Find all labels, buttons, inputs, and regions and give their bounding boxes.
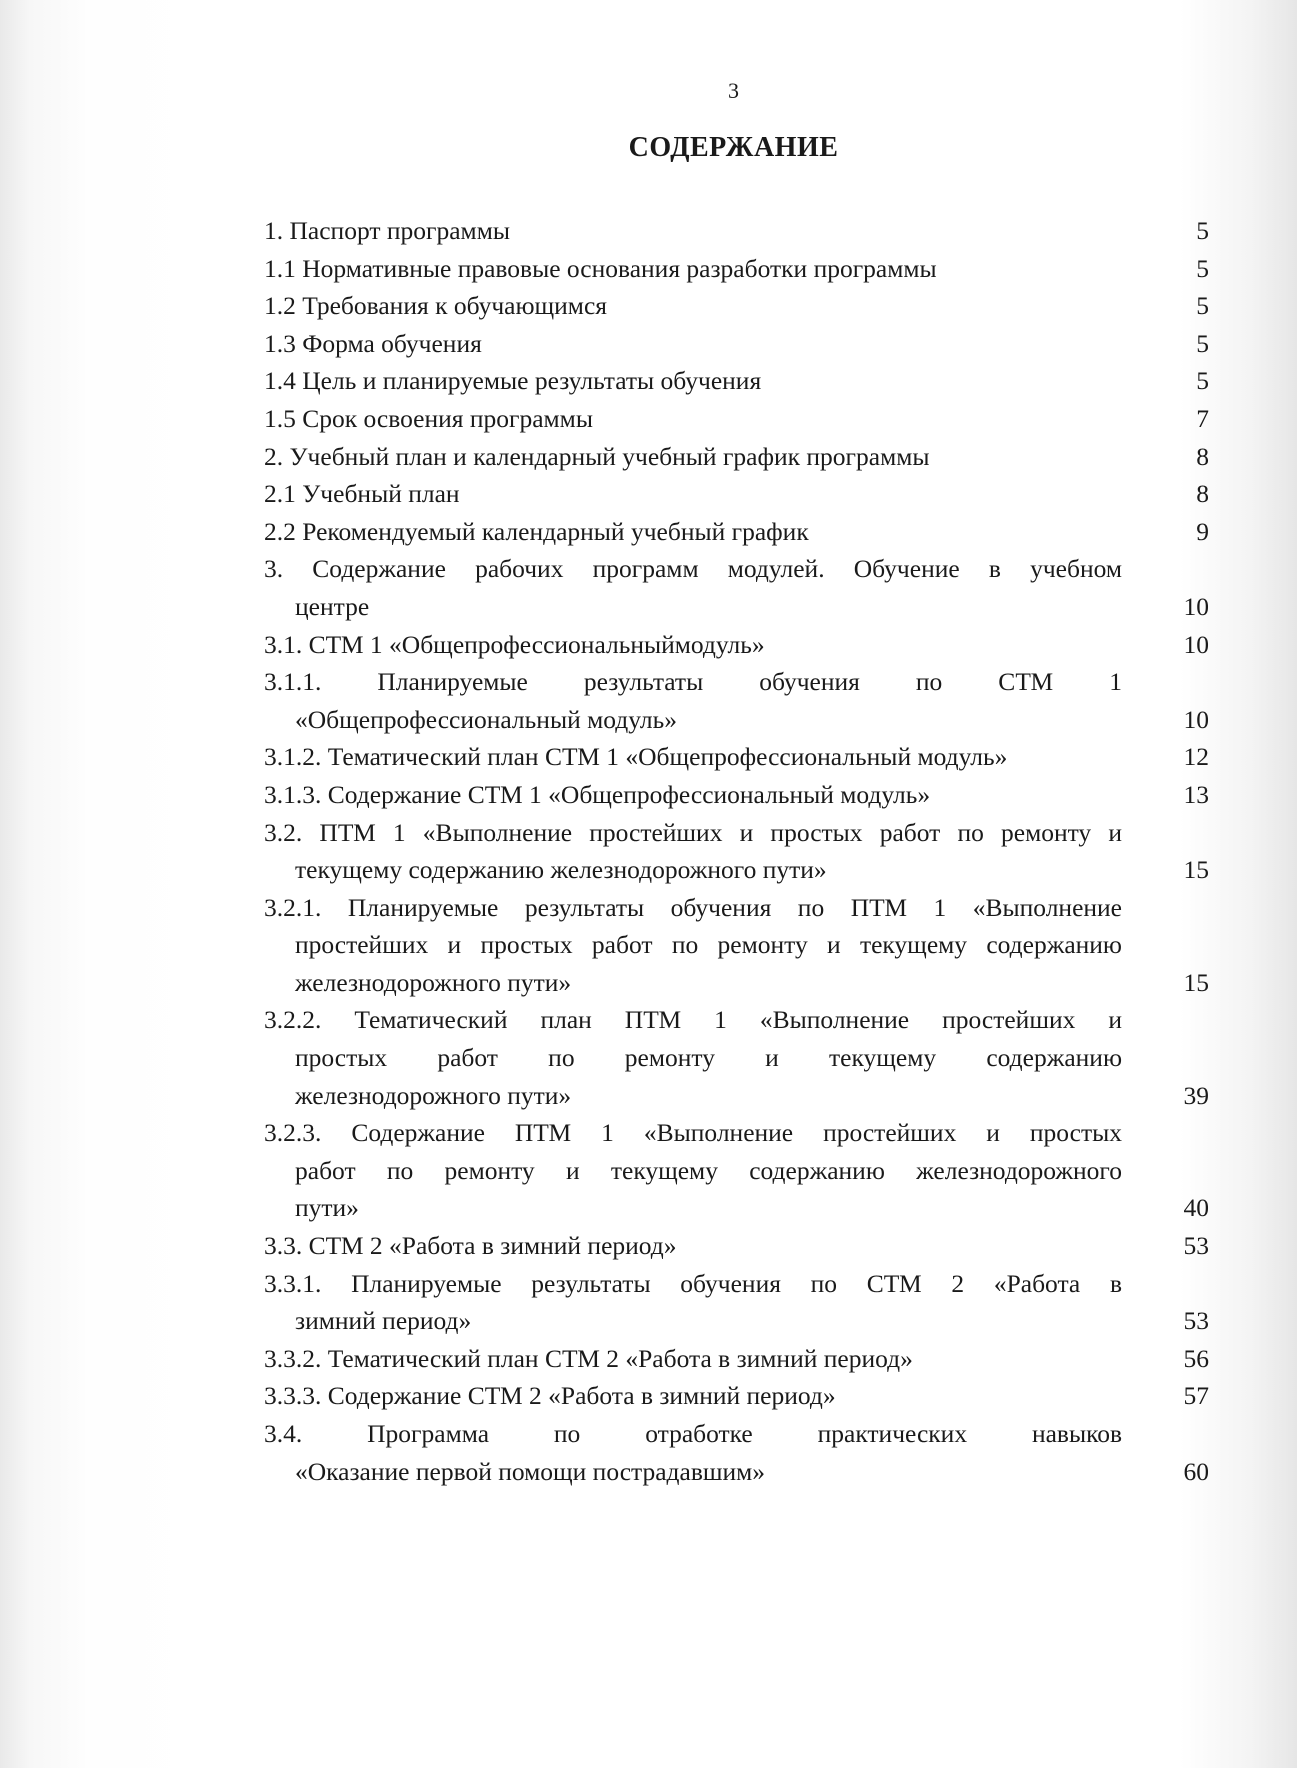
toc-entry-title xyxy=(264,362,1122,400)
toc-entry-page: 5 xyxy=(1196,291,1209,321)
toc-entry-line: 3.1. СТМ 1 «Общепрофессиональныймодуль» xyxy=(264,629,765,659)
toc-entry-line: текущему содержанию железнодорожного пути» xyxy=(295,855,827,885)
toc-entry-line: «Оказание первой помощи пострадавшим» xyxy=(295,1456,766,1486)
toc-entry-line: 3.4. Программа по отработке практических навыков xyxy=(264,1419,1122,1448)
toc-entry-line: 3.1.1. Планируемые результаты обучения по СТМ 1 xyxy=(264,667,1122,697)
toc-entry-page: 53 xyxy=(1183,1231,1209,1261)
toc-entry[interactable] xyxy=(264,438,1209,476)
toc-entry-page: 9 xyxy=(1196,516,1209,546)
toc-entry-title xyxy=(264,1340,1122,1378)
toc-entry[interactable] xyxy=(264,475,1209,513)
toc-entry-title xyxy=(264,1227,1122,1265)
page-number: 3 xyxy=(728,78,739,103)
toc-entry-line: железнодорожного пути» xyxy=(295,967,572,997)
toc-entry-line: 3. Содержание рабочих программ модулей. Обучение в учебном xyxy=(264,554,1122,584)
toc-entry-page: 10 xyxy=(1183,629,1209,659)
toc-entry[interactable] xyxy=(264,513,1209,551)
toc-entry-page: 10 xyxy=(1183,591,1209,621)
toc-entry-line: 3.2.3. Содержание ПТМ 1 «Выполнение простейших и простых xyxy=(264,1118,1122,1148)
toc-entry-line: 2. Учебный план и календарный учебный график программы xyxy=(264,441,930,471)
toc-entry-page: 8 xyxy=(1196,479,1209,509)
toc-entry[interactable] xyxy=(264,1114,1209,1227)
toc-entry-line: 1.1 Нормативные правовые основания разработки программы xyxy=(264,253,937,283)
toc-entry-page: 60 xyxy=(1183,1456,1209,1486)
toc-entry-line: 3.3.2. Тематический план СТМ 2 «Работа в зимний период» xyxy=(264,1343,913,1373)
toc-entry-line: простых работ по ремонту и текущему содержанию xyxy=(295,1043,1122,1073)
toc-entry-title xyxy=(264,626,1122,664)
toc-entry-title xyxy=(264,1265,1122,1340)
toc-entry[interactable] xyxy=(264,1340,1209,1378)
toc-entry-title xyxy=(264,1415,1122,1490)
toc-entry[interactable] xyxy=(264,400,1209,438)
toc-entry-line: железнодорожного пути» xyxy=(295,1080,572,1110)
toc-entry[interactable] xyxy=(264,287,1209,325)
toc-entry[interactable] xyxy=(264,325,1209,363)
toc-entry-title xyxy=(264,550,1122,625)
toc-entry-page: 8 xyxy=(1196,441,1209,471)
toc-entry-title xyxy=(264,663,1122,738)
toc-entry-line: 1. Паспорт программы xyxy=(264,216,510,245)
toc-entry[interactable] xyxy=(264,212,1209,250)
toc-entry-line: 1.5 Срок освоения программы xyxy=(264,403,593,433)
toc-entry-title xyxy=(264,889,1122,1002)
toc-entry-page: 53 xyxy=(1183,1306,1209,1336)
toc-entry-line: 2.2 Рекомендуемый календарный учебный график xyxy=(264,516,809,546)
toc-entry[interactable] xyxy=(264,1377,1209,1415)
toc-entry[interactable] xyxy=(264,776,1209,814)
toc-title: СОДЕРЖАНИЕ xyxy=(628,132,839,163)
toc-entry[interactable] xyxy=(264,250,1209,288)
toc-entry-title xyxy=(264,438,1122,476)
toc-entry-line: 3.3.3. Содержание СТМ 2 «Работа в зимний период» xyxy=(264,1381,836,1411)
toc-entry-line: центре xyxy=(295,591,370,621)
toc-entry-page: 5 xyxy=(1196,328,1209,358)
toc-entry-page: 7 xyxy=(1196,403,1209,433)
toc-entry-title xyxy=(264,475,1122,513)
toc-entry-page: 10 xyxy=(1183,704,1209,734)
toc-entry[interactable] xyxy=(264,1415,1209,1490)
toc-entry-line: зимний период» xyxy=(295,1306,472,1336)
toc-entry-page: 15 xyxy=(1183,967,1209,997)
toc-entry-title xyxy=(264,1377,1122,1415)
table-of-contents xyxy=(264,212,1209,1490)
toc-entry-line: 3.2.2. Тематический план ПТМ 1 «Выполнение простейших и xyxy=(264,1005,1122,1035)
toc-entry[interactable] xyxy=(264,663,1209,738)
toc-entry-page: 56 xyxy=(1183,1343,1209,1373)
toc-entry[interactable] xyxy=(264,1265,1209,1340)
toc-entry[interactable] xyxy=(264,626,1209,664)
toc-entry-page: 15 xyxy=(1183,855,1209,885)
toc-entry-title xyxy=(264,814,1122,889)
toc-entry-page: 39 xyxy=(1183,1080,1209,1110)
toc-entry-line: работ по ремонту и текущему содержанию железнодорожного xyxy=(295,1155,1122,1185)
toc-entry[interactable] xyxy=(264,889,1209,1002)
toc-entry[interactable] xyxy=(264,1001,1209,1114)
toc-entry[interactable] xyxy=(264,362,1209,400)
toc-entry-title xyxy=(264,776,1122,814)
toc-entry-title xyxy=(264,1114,1122,1227)
toc-entry-line: 3.1.3. Содержание СТМ 1 «Общепрофессиональный модуль» xyxy=(264,779,931,809)
toc-entry-line: 3.1.2. Тематический план СТМ 1 «Общепрофессиональный модуль» xyxy=(264,742,1008,772)
toc-entry-page: 12 xyxy=(1183,742,1209,772)
toc-entry-page: 40 xyxy=(1183,1193,1209,1223)
toc-entry-page: 13 xyxy=(1183,779,1209,809)
toc-entry-line: простейших и простых работ по ремонту и текущему содержанию xyxy=(295,930,1122,960)
toc-entry-line: 2.1 Учебный план xyxy=(264,479,460,509)
toc-entry-title xyxy=(264,212,1122,250)
toc-entry-page: 5 xyxy=(1196,216,1209,245)
toc-entry-line: 3.3. СТМ 2 «Работа в зимний период» xyxy=(264,1231,677,1261)
toc-entry-title xyxy=(264,738,1122,776)
toc-entry[interactable] xyxy=(264,738,1209,776)
toc-entry[interactable] xyxy=(264,550,1209,625)
toc-entry-title xyxy=(264,400,1122,438)
toc-entry-page: 5 xyxy=(1196,253,1209,283)
toc-entry[interactable] xyxy=(264,1227,1209,1265)
toc-entry-title xyxy=(264,287,1122,325)
toc-entry-line: пути» xyxy=(295,1193,359,1223)
toc-entry-page: 57 xyxy=(1183,1381,1209,1411)
toc-entry-page: 5 xyxy=(1196,366,1209,396)
toc-entry-line: 3.2.1. Планируемые результаты обучения по ПТМ 1 «Выполнение xyxy=(264,892,1122,922)
toc-entry-line: 3.2. ПТМ 1 «Выполнение простейших и простых работ по ремонту и xyxy=(264,817,1122,847)
toc-entry-title xyxy=(264,250,1122,288)
toc-entry-title xyxy=(264,1001,1122,1114)
toc-entry-line: 1.3 Форма обучения xyxy=(264,328,482,358)
toc-entry-line: 1.4 Цель и планируемые результаты обучения xyxy=(264,366,762,396)
toc-entry[interactable] xyxy=(264,814,1209,889)
toc-entry-line: 1.2 Требования к обучающимся xyxy=(264,291,607,321)
toc-entry-title xyxy=(264,325,1122,363)
toc-entry-title xyxy=(264,513,1122,551)
toc-entry-line: «Общепрофессиональный модуль» xyxy=(295,704,677,734)
toc-entry-line: 3.3.1. Планируемые результаты обучения по СТМ 2 «Работа в xyxy=(264,1268,1122,1298)
